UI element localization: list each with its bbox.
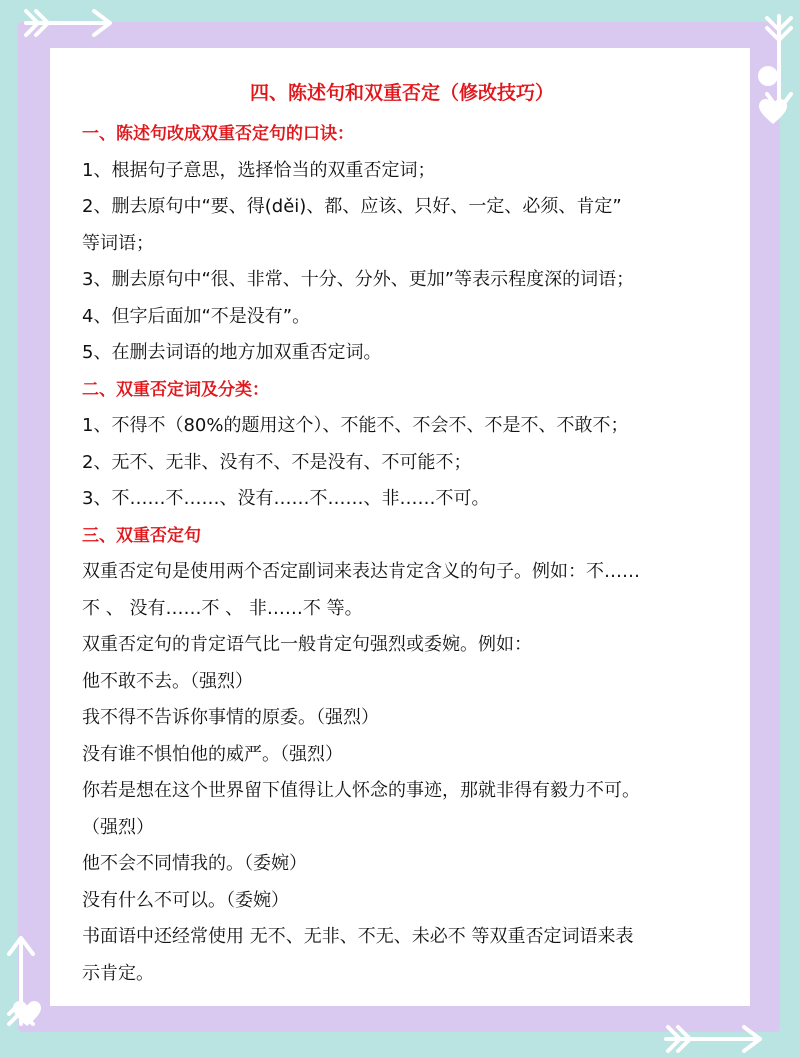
text-line: 不 、 没有……不 、 非……不 等。 xyxy=(82,597,363,619)
section-heading: 三、双重否定句 xyxy=(82,525,201,546)
text-line: 他不会不同情我的。（委婉） xyxy=(82,853,307,874)
text-line: 3、删去原句中“很、非常、十分、分外、更加”等表示程度深的词语； xyxy=(82,269,635,290)
text-line: 没有谁不惧怕他的威严。（强烈） xyxy=(82,743,343,765)
text-line: 2、无不、无非、没有不、不是没有、不可能不； xyxy=(82,451,472,473)
text-line: 1、根据句子意思，选择恰当的双重否定词； xyxy=(82,159,436,181)
text-line: 3、不……不……、没有……不……、非……不可。 xyxy=(82,488,490,509)
text-line: 他不敢不去。（强烈） xyxy=(82,670,253,692)
text-line: （强烈） xyxy=(82,816,154,838)
text-line: 4、但字后面加“不是没有”。 xyxy=(82,305,311,327)
text-line: 我不得不告诉你事情的原委。（强烈） xyxy=(82,707,379,728)
text-line: 没有什么不可以。（委婉） xyxy=(82,889,289,911)
section-heading: 二、双重否定词及分类： xyxy=(82,379,269,400)
document-content xyxy=(82,78,722,992)
section-heading: 一、陈述句改成双重否定句的口诀： xyxy=(82,124,354,144)
arrow-icon xyxy=(20,6,120,40)
text-line: 1、不得不（80%的题用这个）、不能不、不会不、不是不、不敢不； xyxy=(82,415,629,436)
heart-icon xyxy=(12,1000,42,1028)
text-line: 2、删去原句中“要、得(děi)、都、应该、只好、一定、必须、肯定” xyxy=(82,196,622,217)
text-line: 书面语中还经常使用 无不、无非、不无、未必不 等双重否定词语来表 xyxy=(82,926,634,947)
text-line: 等词语； xyxy=(82,232,154,254)
page-title: 四、陈述句和双重否定（修改技巧） xyxy=(249,82,554,104)
text-line: 双重否定句的肯定语气比一般肯定句强烈或委婉。例如： xyxy=(82,634,532,655)
arrow-icon xyxy=(660,1022,770,1056)
heart-icon xyxy=(758,98,788,126)
circle-icon xyxy=(756,64,780,88)
text-line: 双重否定句是使用两个否定副词来表达肯定含义的句子。例如：不…… xyxy=(82,561,640,582)
text-line: 示肯定。 xyxy=(82,962,154,984)
text-line: 5、在删去词语的地方加双重否定词。 xyxy=(82,342,382,363)
text-line: 你若是想在这个世界留下值得让人怀念的事迹，那就非得有毅力不可。 xyxy=(82,780,640,801)
